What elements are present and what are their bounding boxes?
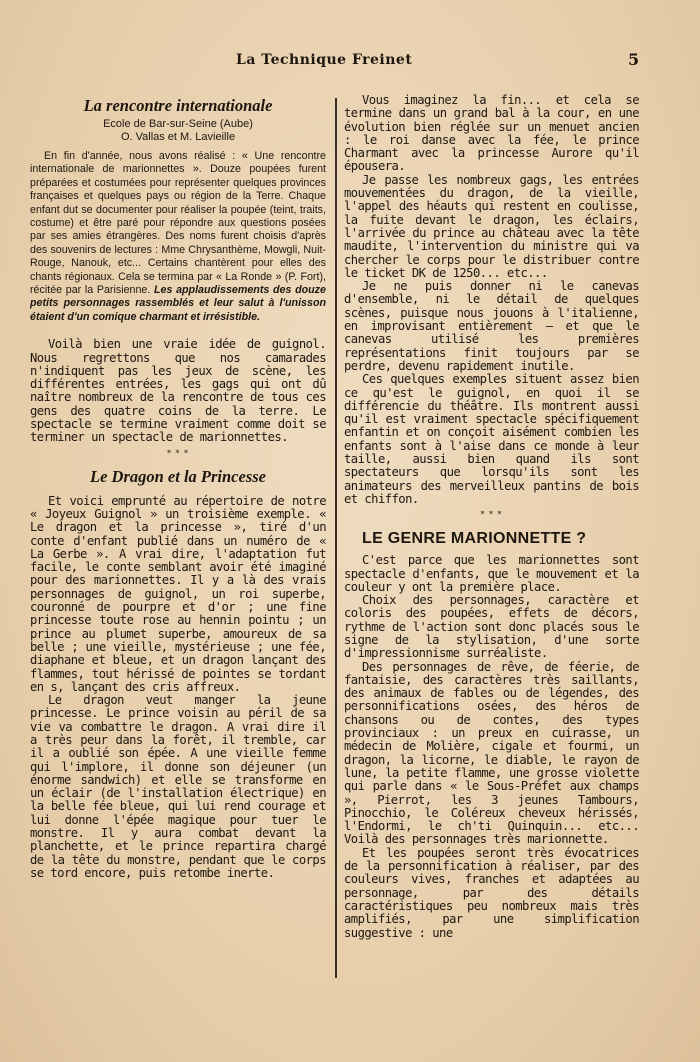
left-column — [30, 96, 326, 1042]
article3-body — [344, 554, 639, 940]
article1-intro-text: En fin d'année, nous avons réalisé : « Une rencontre internationale de marionnettes ». Douze poupées furent préparées et costumées pour représenter quelques provinces françaises et quelques pays ou région de la Terre. Chaque enfant dut se documenter pour réaliser la poupée (teint, traits, costume) et être paré pour répondre aux questions posées par ses amies étrangères. Des noms furent choisis d'après des souvenirs de lectures : Mme Chrysanthème, Mowgli, Nuit-Rouge, Nanouk, etc... Certains chantèrent pour elles des chants régionaux. Cela se termina par « La Ronde » (P. Fort), récitée par la Parisienne. — [30, 150, 326, 297]
article3-title: LE GENRE MARIONNETTE ? — [362, 530, 587, 548]
article2-paragraph-6: Ces quelques exemples situent assez bien ce qu'est le guignol, en quoi il se différencie du théâtre. Ils montrent aussi qu'il est vraiment spectacle spécifiquement enfantin et on conçoit aisément combien les enfants sont à l'aise dans ce monde à leur taille, aussi bien quand ils sont spectateurs que lorsqu'ils sont les animateurs des merveilleux pantins de bois et chiffon. — [344, 372, 639, 506]
article3-paragraph-3: Des personnages de rêve, de féerie, de fantaisie, des caractères très saillants, des animaux de fables ou de légendes, des personnifications osées, des héros de chansons ou de contes, des types provinciaux : un preux en cuirasse, un médecin de Molière, cigale et fourmi, un dragon, la licorne, le diable, le rayon de lune, la petite flamme, une grosse violette qui parle dans « le Sous-Préfet aux champs », Pierrot, les 3 jeunes Tambours, Pinocchio, le Coléreux cheveux hérissés, l'Endormi, le ch'ti Quinquin... etc... Voilà des personnages très marionnette. — [344, 659, 639, 847]
article1-authors: O. Vallas et M. Lavieille — [120, 131, 236, 143]
article2-body-left — [30, 495, 326, 881]
separator-stars: * * * — [166, 448, 190, 458]
article1-comment-paragraph: Voilà bien une vraie idée de guignol. Nous regrettons que nos camarades n'indiquent pas les jeux de scène, les différentes entrées, les gags qui ont dû naître nombreux de la rencontre de tous ces gens des quatre coins de la terre. Le spectacle se termine vraiment comme doit se terminer un spectacle de marionnettes. — [30, 337, 326, 445]
article3-paragraph-4: Et les poupées seront très évocatrices de la personnification à réaliser, par des couleurs vives, franches et adaptées au personnage, par des détails caractéristiques peu nombreux mais très amplifiés, par une simplification suggestive : une — [344, 845, 639, 940]
article2-paragraph-4: Je passe les nombreux gags, les entrées mouvementées du dragon, de la vieille, l'appel des héauts qui restent en coulisse, la fuite devant le dragon, les éclairs, l'arrivée du prince au château avec la tête maudite, l'intervention du ministre qui va chercher le corps pour le distribuer contre le ticket DK de 1250... etc... — [344, 172, 639, 280]
article2-paragraph-1: Et voici emprunté au répertoire de notre « Joyeux Guignol » un troisième exemple. « Le dragon et la princesse », tiré d'un conte d'enfant publié dans un numéro de « La Gerbe ». A vrai dire, l'adaptation fut facile, le conte semblant avoir été imaginé pour des marionnettes. Il y a là des vrais personnages de guignol, un roi superbe, couronné de pourpre et d'or ; une fine princesse toute rose au hennin pointu ; un prince au plumet superbe, amoureux de sa belle ; une vieille, mystérieuse ; une fée, diaphane et bleue, et un dragon lançant des flammes, tout hérissé de pointes se tordant en s, lançant des cris affreux. — [30, 493, 326, 694]
column-divider — [335, 98, 337, 978]
article2-paragraph-3: Vous imaginez la fin... et cela se termine dans un grand bal à la cour, en une évolution bien réglée sur un menuet ancien : le roi danse avec la fée, le prince Charmant avec la princesse Aurore qu'il épousera. — [344, 94, 639, 174]
article1-title: La rencontre internationale — [83, 96, 273, 115]
article1-comment — [30, 338, 326, 444]
article1-intro-italic: Les applaudissements des douze petits personnages rassemblés et leur salut à l'unisson étaient d'un comique charmant et irrésistible. — [30, 284, 326, 323]
article3-paragraph-1: C'est parce que les marionnettes sont spectacle d'enfants, que le mouvement et la couleur y ont la première place. — [344, 553, 639, 594]
article2-paragraph-2: Le dragon veut manger la jeune princesse. Le prince voisin au péril de sa vie va combattre le dragon. A vrai dire il a très peur dans la forêt, il tremble, car il a oublié son épée. A une vieille femme qui l'implore, il donne son déjeuner (un énorme sandwich) et elle se transforme en un éclair (de l'installation électrique) en la belle fée bleue, qui lui rend courage et lui donne l'épée magique pour tuer le monstre. Il y aura combat devant la planchette, et le prince repartira chargé de la tête du monstre, pendant que le corps se tord encore, puis retombe inerte. — [30, 693, 326, 880]
article1-school: Ecole de Bar-sur-Seine (Aube) — [103, 118, 253, 130]
article2-title: Le Dragon et la Princesse — [90, 466, 266, 486]
article1-intro — [30, 150, 326, 324]
article3-paragraph-2: Choix des personnages, caractère et coloris des poupées, effets de décors, rythme de l'action sont donc placés sous le signe de la stylisation, d'une sorte d'impressionnisme surréaliste. — [344, 593, 639, 661]
separator-stars-2: * * * — [480, 510, 503, 520]
article2-body-right — [344, 94, 639, 506]
page-number: 5 — [628, 50, 640, 69]
article2-paragraph-5: Je ne puis donner ni le canevas d'ensemble, ni le détail de quelques scènes, puisque nous jouons à l'italienne, en improvisant entièrement — et que le canevas utilisé les premières représentations finit toujours par se perdre, devenu rapidement inutile. — [344, 279, 639, 373]
right-column — [344, 94, 639, 1042]
journal-header: La Technique Freinet — [236, 52, 413, 68]
